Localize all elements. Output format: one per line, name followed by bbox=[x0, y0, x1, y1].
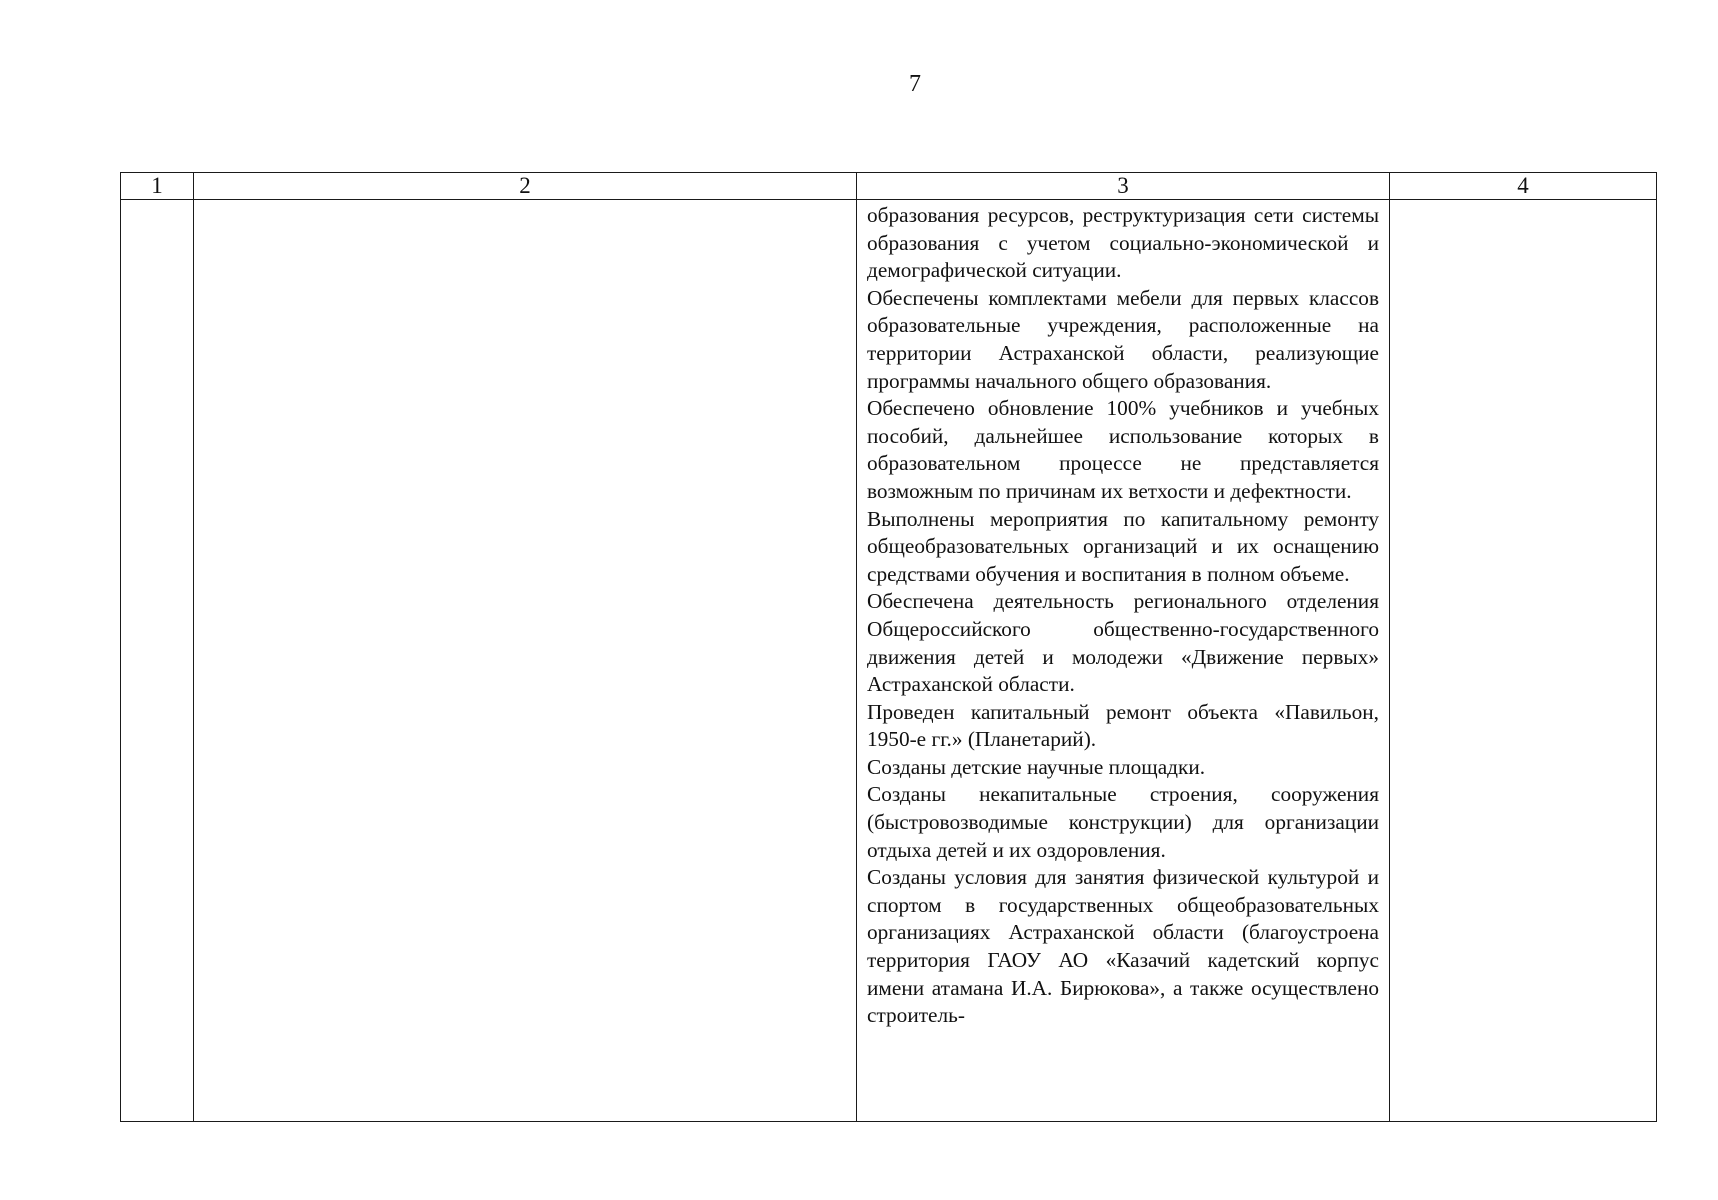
column-header-2: 2 bbox=[194, 173, 857, 200]
paragraph: Обеспечены комплектами мебели для первых классов образовательные учреждения, расположенные на территории Астраханской области, реализующие программы начального общего образования. bbox=[867, 285, 1379, 393]
column-header-1: 1 bbox=[121, 173, 194, 200]
table-row bbox=[121, 200, 1657, 1122]
column-header-4: 4 bbox=[1390, 173, 1657, 200]
header-row bbox=[121, 173, 1657, 200]
document-table bbox=[120, 172, 1657, 1122]
cell-col-4 bbox=[1390, 200, 1657, 1122]
paragraph: Обеспечено обновление 100% учебников и учебных пособий, дальнейшее использование которых в образовательном процессе не представляется возможным по причинам их ветхости и дефектности. bbox=[867, 396, 1379, 503]
paragraph: Выполнены мероприятия по капитальному ремонту общеобразовательных организаций и их оснащению средствами обучения и воспитания в полном объеме. bbox=[867, 506, 1379, 586]
cell-col-3-text bbox=[857, 200, 1389, 1030]
cell-col-3 bbox=[857, 200, 1390, 1122]
paragraph: образования ресурсов, реструктуризация сети системы образования с учетом социально-экономической и демографической ситуации. bbox=[867, 203, 1379, 283]
paragraph: Обеспечена деятельность регионального отделения Общероссийского общественно-государственного движения детей и молодежи «Движение первых» Астраханской области. bbox=[867, 589, 1379, 697]
paragraph: Созданы детские научные площадки. bbox=[867, 754, 1206, 779]
page-number: 7 bbox=[909, 71, 921, 97]
column-header-3: 3 bbox=[857, 173, 1390, 200]
paragraph: Созданы некапитальные строения, сооружения (быстровозводимые конструкции) для организации отдыха детей и их оздоровления. bbox=[867, 782, 1379, 862]
paragraph: Проведен капитальный ремонт объекта «Павильон, 1950-е гг.» (Планетарий). bbox=[867, 699, 1379, 752]
cell-col-2 bbox=[194, 200, 857, 1122]
paragraph: Созданы условия для занятия физической культурой и спортом в государственных общеобразовательных организациях Астраханской области (благоустроена территория ГАОУ АО «Казачий кадетский корпус имени атамана И.А. Бирюкова», а также осуществлено строитель- bbox=[867, 865, 1379, 1028]
cell-col-1 bbox=[121, 200, 194, 1122]
